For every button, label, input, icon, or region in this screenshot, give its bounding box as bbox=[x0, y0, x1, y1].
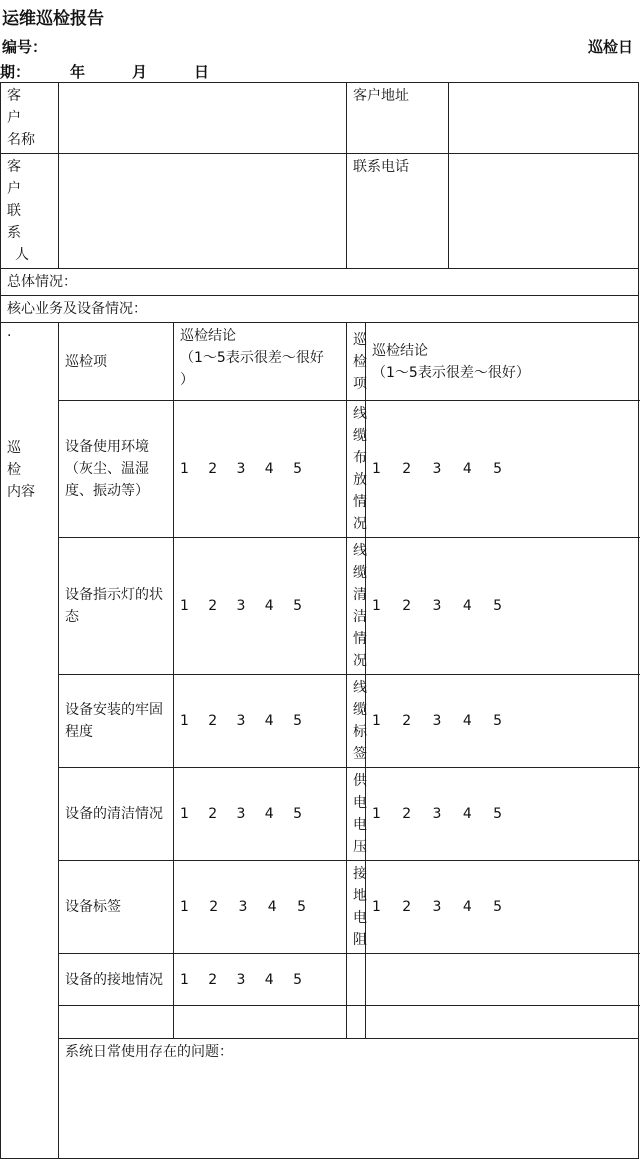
rating-scale-right[interactable]: 1 2 3 4 5 bbox=[366, 401, 639, 538]
inspection-date-label: 巡检日 bbox=[588, 38, 634, 56]
right-item: 接地电阻 bbox=[347, 861, 366, 954]
left-item: 设备使用环境（灰尘、温湿度、振动等） bbox=[59, 401, 174, 538]
rating-scale-left[interactable]: 1 2 3 4 5 bbox=[174, 675, 347, 768]
inspect-content-label: · 巡 检 内容 bbox=[1, 323, 59, 1159]
report-title: 运维巡检报告 bbox=[2, 9, 104, 29]
contact-phone-label: 联系电话 bbox=[347, 154, 449, 269]
client-name-label: 客 户 名称 bbox=[1, 83, 59, 154]
right-item-empty[interactable] bbox=[347, 954, 366, 1006]
rating-scale-left[interactable]: 1 2 3 4 5 bbox=[174, 401, 347, 538]
right-item: 线缆标签 bbox=[347, 675, 366, 768]
right-item: 线缆布放情况 bbox=[347, 401, 366, 538]
contact-phone-field[interactable] bbox=[449, 154, 639, 269]
overall-status-row[interactable]: 总体情况： bbox=[1, 269, 639, 296]
left-item: 设备标签 bbox=[59, 861, 174, 954]
client-contact-field[interactable] bbox=[59, 154, 347, 269]
core-business-row[interactable]: 核心业务及设备情况： bbox=[1, 296, 639, 323]
rating-scale-left-empty[interactable] bbox=[174, 1006, 347, 1039]
rating-scale-right[interactable]: 1 2 3 4 5 bbox=[366, 538, 639, 675]
right-item: 线缆清洁情况 bbox=[347, 538, 366, 675]
report-number-label: 编号： bbox=[2, 38, 48, 56]
client-contact-label: 客 户 联 系 人 bbox=[1, 154, 59, 269]
rating-scale-right-empty[interactable] bbox=[366, 1006, 639, 1039]
rating-scale-right[interactable]: 1 2 3 4 5 bbox=[366, 861, 639, 954]
daily-issues-field[interactable]: 系统日常使用存在的问题： bbox=[59, 1039, 639, 1159]
col-header-item-right: 巡检项 bbox=[347, 323, 366, 401]
rating-scale-left[interactable]: 1 2 3 4 5 bbox=[174, 538, 347, 675]
rating-scale-right[interactable]: 1 2 3 4 5 bbox=[366, 675, 639, 768]
year-label: 年 bbox=[70, 63, 86, 81]
month-label: 月 bbox=[132, 63, 148, 81]
date-label-tail: 期： bbox=[0, 63, 31, 81]
client-address-label: 客户地址 bbox=[347, 83, 449, 154]
client-address-field[interactable] bbox=[449, 83, 639, 154]
rating-scale-right[interactable]: 1 2 3 4 5 bbox=[366, 768, 639, 861]
inspection-form-table bbox=[0, 82, 639, 1159]
col-header-item-left: 巡检项 bbox=[59, 323, 174, 401]
rating-scale-left[interactable]: 1 2 3 4 5 bbox=[174, 954, 347, 1006]
col-header-conclusion-right: 巡检结论 （1～5表示很差～很好） bbox=[366, 323, 639, 401]
rating-scale-left[interactable]: 1 2 3 4 5 bbox=[174, 768, 347, 861]
right-item: 供电电压 bbox=[347, 768, 366, 861]
col-header-conclusion-left: 巡检结论 （1～5表示很差～很好 ） bbox=[174, 323, 347, 401]
left-item: 设备指示灯的状态 bbox=[59, 538, 174, 675]
left-item: 设备的接地情况 bbox=[59, 954, 174, 1006]
day-label: 日 bbox=[194, 63, 210, 81]
right-item-empty[interactable] bbox=[347, 1006, 366, 1039]
rating-scale-left[interactable]: 1 2 3 4 5 bbox=[174, 861, 347, 954]
client-name-field[interactable] bbox=[59, 83, 347, 154]
left-item-empty[interactable] bbox=[59, 1006, 174, 1039]
rating-scale-right-empty[interactable] bbox=[366, 954, 639, 1006]
left-item: 设备的清洁情况 bbox=[59, 768, 174, 861]
left-item: 设备安装的牢固程度 bbox=[59, 675, 174, 768]
